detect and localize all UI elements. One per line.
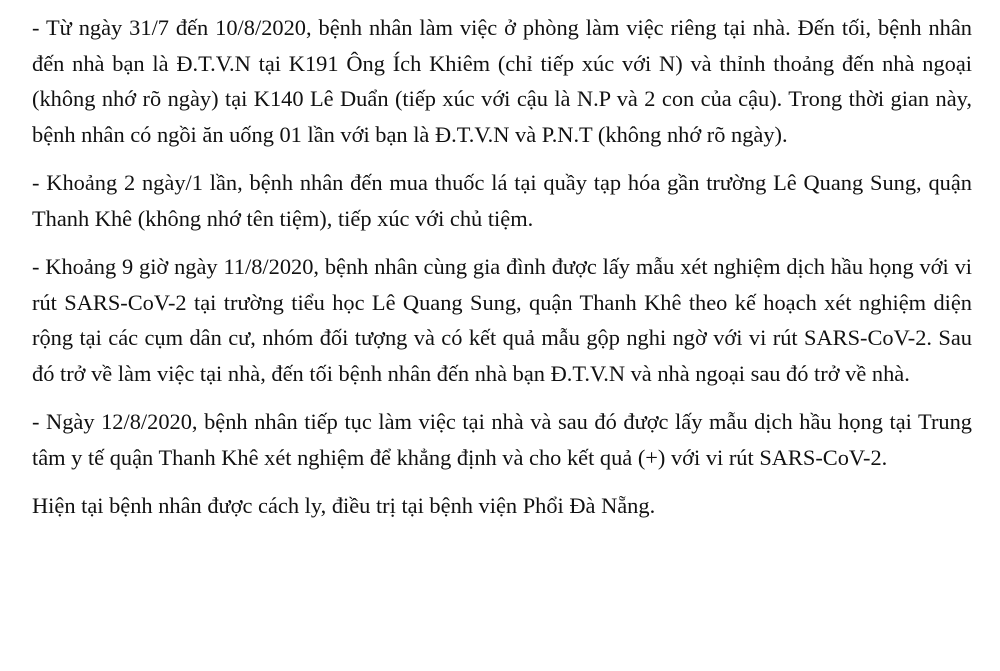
document-body [32,10,972,537]
paragraph-cigarette-purchases: - Khoảng 2 ngày/1 lần, bệnh nhân đến mua thuốc lá tại quầy tạp hóa gần trường Lê Quang Sung, quận Thanh Khê (không nhớ tên tiệm), tiếp xúc với chủ tiệm. [32,170,972,231]
paragraph-timeline-jul31-aug10: - Từ ngày 31/7 đến 10/8/2020, bệnh nhân làm việc ở phòng làm việc riêng tại nhà. Đến tối, bệnh nhân đến nhà bạn là Đ.T.V.N tại K191 Ông Ích Khiêm (chỉ tiếp xúc với N) và thỉnh thoảng đến nhà ngoại (không nhớ rõ ngày) tại K140 Lê Duẩn (tiếp xúc với cậu là N.P và 2 con của cậu). Trong thời gian này, bệnh nhân có ngồi ăn uống 01 lần với bạn là Đ.T.V.N và P.N.T (không nhớ rõ ngày). [32,15,972,147]
paragraph-aug12-confirmation: - Ngày 12/8/2020, bệnh nhân tiếp tục làm việc tại nhà và sau đó được lấy mẫu dịch hầu họng tại Trung tâm y tế quận Thanh Khê xét nghiệm để khẳng định và cho kết quả (+) với vi rút SARS-CoV-2. [32,409,972,470]
paragraph-current-status: Hiện tại bệnh nhân được cách ly, điều trị tại bệnh viện Phổi Đà Nẵng. [32,493,656,518]
paragraph-aug11-sampling: - Khoảng 9 giờ ngày 11/8/2020, bệnh nhân cùng gia đình được lấy mẫu xét nghiệm dịch hầu họng với vi rút SARS-CoV-2 tại trường tiểu học Lê Quang Sung, quận Thanh Khê theo kế hoạch xét nghiệm diện rộng tại các cụm dân cư, nhóm đối tượng và có kết quả mẫu gộp nghi ngờ với vi rút SARS-CoV-2. Sau đó trở về làm việc tại nhà, đến tối bệnh nhân đến nhà bạn Đ.T.V.N và nhà ngoại sau đó trở về nhà. [32,254,972,386]
